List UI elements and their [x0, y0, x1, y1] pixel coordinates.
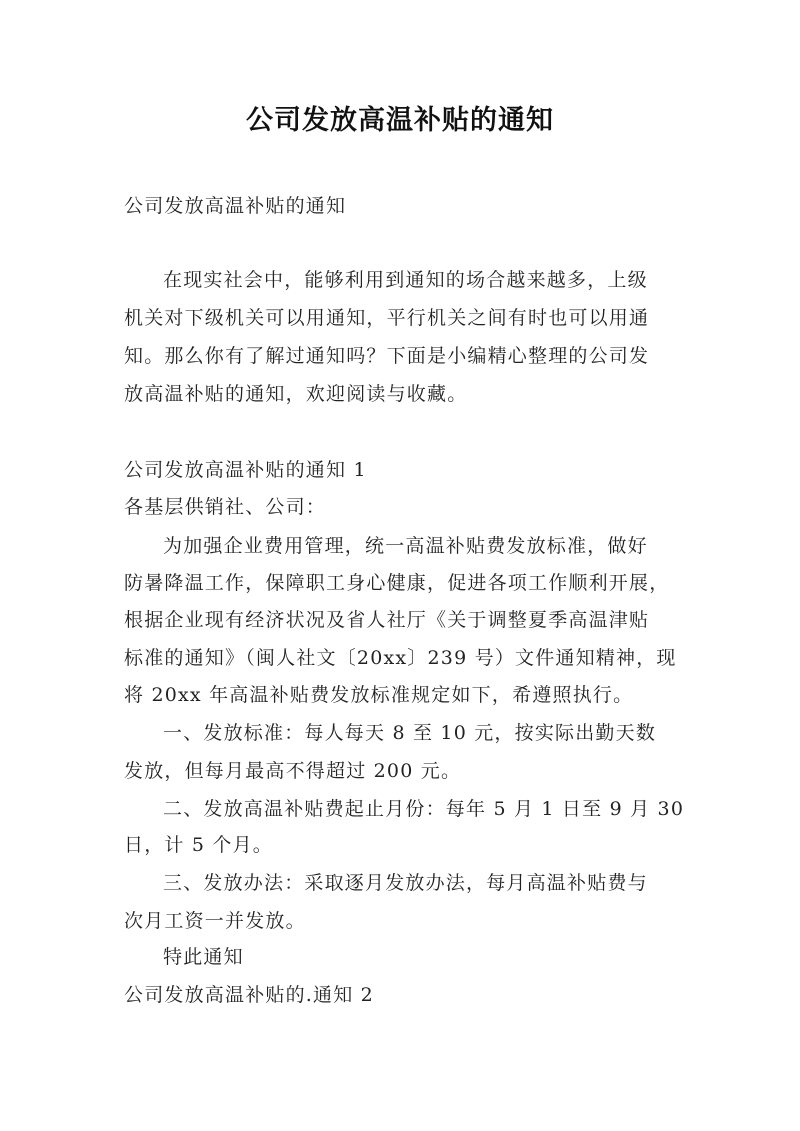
- addressee: 各基层供销社、公司：: [124, 496, 327, 518]
- closing-text: 特此通知: [163, 946, 244, 968]
- item-3-line-1: 三、发放办法：采取逐月发放办法，每月高温补贴费与: [163, 872, 648, 894]
- body-line-4: 标准的通知》（闽人社文〔20xx〕239 号）文件通知精神，现: [124, 647, 677, 669]
- notice-2-heading: 公司发放高温补贴的.通知 2: [124, 984, 374, 1006]
- intro-line-4: 放高温补贴的通知，欢迎阅读与收藏。: [124, 383, 468, 405]
- item-1-line-1: 一、发放标准：每人每天 8 至 10 元，按实际出勤天数: [163, 722, 657, 744]
- intro-line-2: 机关对下级机关可以用通知，平行机关之间有时也可以用通: [124, 307, 650, 329]
- intro-line-3: 知。那么你有了解过通知吗？下面是小编精心整理的公司发: [124, 345, 650, 367]
- item-2-line-1: 二、发放高温补贴费起止月份：每年 5 月 1 日至 9 月 30: [163, 798, 685, 820]
- body-line-5: 将 20xx 年高温补贴费发放标准规定如下，希遵照执行。: [124, 684, 634, 706]
- intro-line-1: 在现实社会中，能够利用到通知的场合越来越多，上级: [163, 269, 648, 291]
- body-line-2: 防暑降温工作，保障职工身心健康，促进各项工作顺利开展，: [124, 572, 670, 594]
- subtitle: 公司发放高温补贴的通知: [124, 195, 347, 217]
- document-title: 公司发放高温补贴的通知: [246, 105, 554, 136]
- notice-1-heading: 公司发放高温补贴的通知 1: [124, 459, 367, 481]
- body-line-3: 根据企业现有经济状况及省人社厅《关于调整夏季高温津贴: [124, 609, 650, 631]
- body-line-1: 为加强企业费用管理，统一高温补贴费发放标准，做好: [163, 535, 648, 557]
- item-3-line-2: 次月工资一并发放。: [124, 910, 306, 932]
- item-2-line-2: 日，计 5 个月。: [124, 834, 273, 856]
- item-1-line-2: 发放，但每月最高不得超过 200 元。: [124, 760, 462, 782]
